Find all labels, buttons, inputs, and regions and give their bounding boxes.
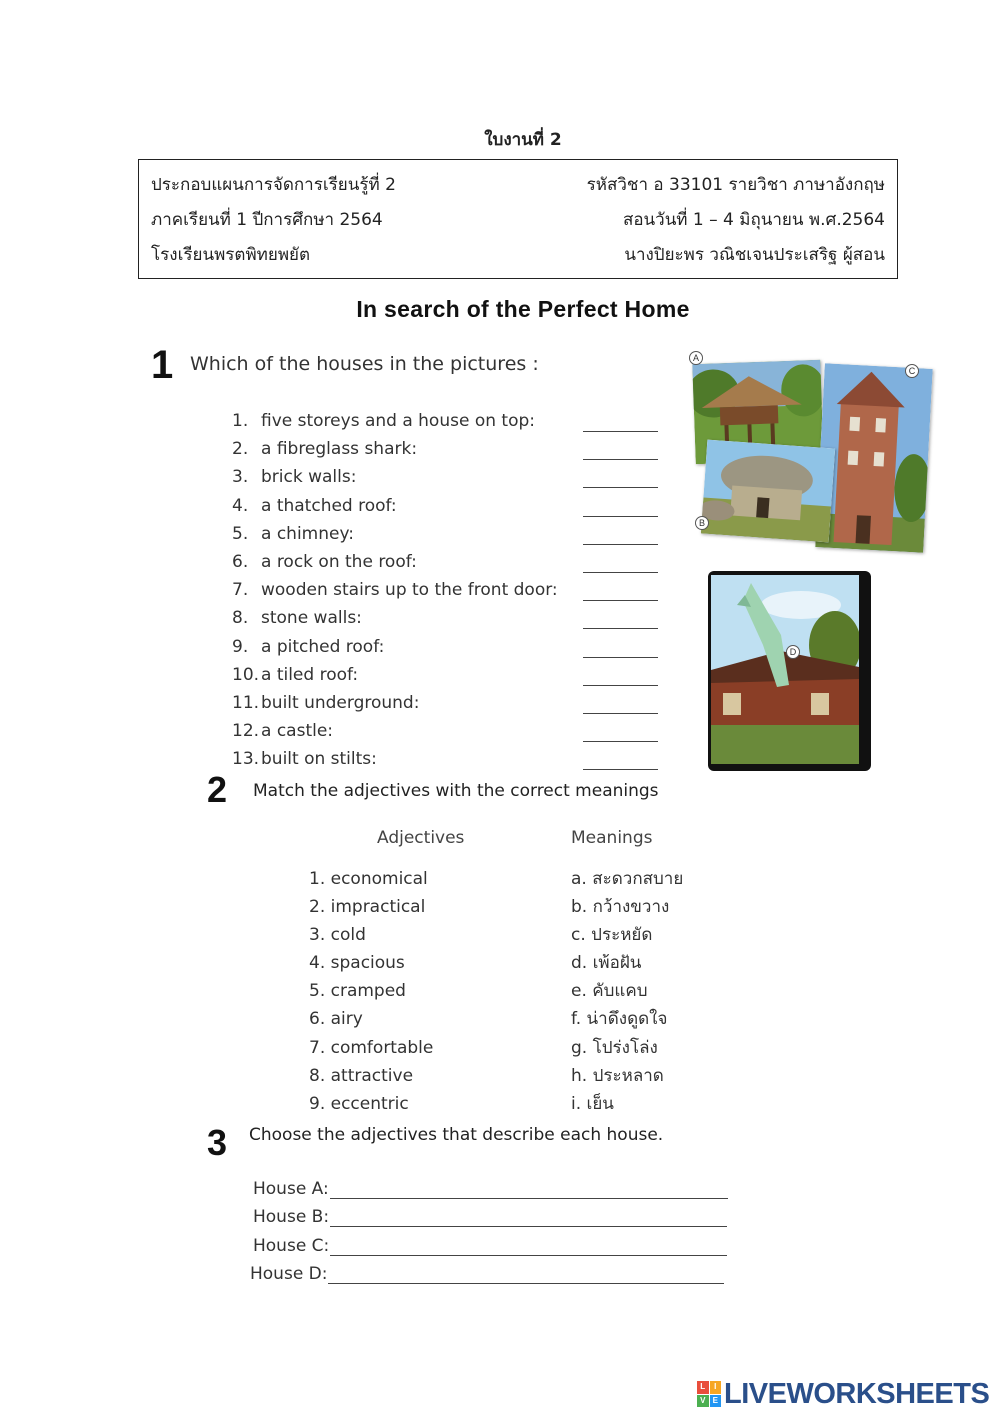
- question-number: 12.: [232, 721, 260, 742]
- house-b-photo: [701, 440, 835, 543]
- subject-code-text: รหัสวิชา อ 33101 รายวิชา ภาษาอังกฤษ: [586, 175, 885, 195]
- answer-blank[interactable]: [583, 487, 658, 488]
- question-number: 2.: [232, 439, 249, 460]
- worksheet-number-title: ใบงานที่ 2: [484, 130, 562, 150]
- adjective-item: 9. eccentric: [309, 1093, 409, 1114]
- question-number: 9.: [232, 636, 249, 657]
- question-text: built underground:: [261, 692, 420, 713]
- badge-letter: I: [710, 1381, 722, 1394]
- question-item: [232, 494, 672, 522]
- house-answer-row: [250, 1205, 730, 1233]
- house-b-picture: [701, 440, 835, 543]
- liveworksheets-logo[interactable]: [697, 1378, 989, 1410]
- adjective-item: 8. attractive: [309, 1065, 414, 1086]
- question-number: 11.: [232, 692, 260, 713]
- question-item: [232, 409, 672, 437]
- house-d-photo: [708, 571, 871, 771]
- question-item: [232, 437, 672, 465]
- answer-blank[interactable]: [583, 459, 658, 460]
- badge-letter: V: [697, 1395, 709, 1408]
- meaning-item: b. กว้างขวาง: [571, 897, 670, 918]
- question-text: a pitched roof:: [261, 636, 385, 657]
- house-answers: [250, 1177, 730, 1290]
- question-text: a chimney:: [261, 523, 355, 544]
- question-item: [232, 550, 672, 578]
- meaning-item: h. ประหลาด: [571, 1065, 664, 1086]
- course-info-box: [138, 159, 898, 279]
- adjective-item: 4. spacious: [309, 953, 405, 974]
- badge-letter: E: [710, 1395, 722, 1408]
- photo-label-a: A: [689, 351, 703, 365]
- question-text: stone walls:: [261, 608, 362, 629]
- page-title: In search of the Perfect Home: [356, 296, 690, 322]
- question-text: built on stilts:: [261, 749, 377, 770]
- question-number: 5.: [232, 523, 249, 544]
- question-text: wooden stairs up to the front door:: [261, 580, 558, 601]
- answer-blank[interactable]: [583, 657, 658, 658]
- house-label: House D:: [250, 1263, 328, 1284]
- photo-label-c: C: [905, 364, 919, 378]
- house-answer-line[interactable]: [328, 1283, 724, 1284]
- question-text: a fibreglass shark:: [261, 439, 418, 460]
- question-text: a tiled roof:: [261, 664, 359, 685]
- logo-text: LIVEWORKSHEETS: [724, 1377, 990, 1410]
- question-number: 8.: [232, 608, 249, 629]
- answer-blank[interactable]: [583, 600, 658, 601]
- teaching-date-text: สอนวันที่ 1 – 4 มิถุนายน พ.ศ.2564: [622, 210, 885, 230]
- house-label: House B:: [253, 1207, 330, 1228]
- meaning-item: f. น่าดึงดูดใจ: [571, 1009, 668, 1030]
- house-answer-row: [250, 1234, 730, 1262]
- house-answer-line[interactable]: [330, 1226, 727, 1227]
- answer-blank[interactable]: [583, 431, 658, 432]
- question-item: [232, 691, 672, 719]
- adjective-item: 5. cramped: [309, 981, 406, 1002]
- house-answer-row: [250, 1262, 730, 1290]
- question-item: [232, 606, 672, 634]
- house-answer-line[interactable]: [330, 1198, 728, 1199]
- semester-text: ภาคเรียนที่ 1 ปีการศึกษา 2564: [151, 210, 383, 230]
- section-2-instruction: Match the adjectives with the correct meanings: [253, 781, 659, 801]
- question-item: [232, 578, 672, 606]
- teacher-name-text: นางปิยะพร วณิชเจนประเสริฐ ผู้สอน: [624, 245, 885, 265]
- question-number: 6.: [232, 551, 249, 572]
- lesson-plan-text: ประกอบแผนการจัดการเรียนรู้ที่ 2: [151, 175, 396, 195]
- badge-letter: L: [697, 1381, 709, 1394]
- school-name-text: โรงเรียนพรตพิทยพยัต: [151, 245, 311, 265]
- question-number: 7.: [232, 580, 249, 601]
- question-number: 10.: [232, 664, 260, 685]
- answer-blank[interactable]: [583, 516, 658, 517]
- answer-blank[interactable]: [583, 713, 658, 714]
- adjective-item: 2. impractical: [309, 897, 426, 918]
- answer-blank[interactable]: [583, 544, 658, 545]
- question-list: [232, 409, 672, 775]
- question-text: a rock on the roof:: [261, 551, 417, 572]
- house-label: House A:: [253, 1179, 329, 1199]
- section-3-number: 3: [207, 1122, 228, 1163]
- question-number: 3.: [232, 467, 249, 488]
- meaning-item: g. โปร่งโล่ง: [571, 1037, 658, 1058]
- section-1-instruction: Which of the houses in the pictures :: [190, 353, 539, 375]
- question-item: [232, 663, 672, 691]
- answer-blank[interactable]: [583, 769, 658, 770]
- photo-label-d: D: [786, 645, 800, 659]
- adjectives-list: [309, 867, 433, 1120]
- answer-blank[interactable]: [583, 572, 658, 573]
- question-text: a castle:: [261, 721, 334, 742]
- house-answer-row: [250, 1177, 730, 1205]
- section-2-number: 2: [207, 769, 228, 810]
- photo-label-b: B: [695, 516, 709, 530]
- question-number: 4.: [232, 495, 249, 516]
- live-badge-icon: [697, 1381, 721, 1407]
- adjectives-header: Adjectives: [377, 828, 465, 848]
- meaning-item: a. สะดวกสบาย: [571, 869, 684, 889]
- meaning-item: e. คับแคบ: [571, 981, 648, 1002]
- question-text: a thatched roof:: [261, 495, 397, 516]
- question-item: [232, 719, 672, 747]
- adjective-item: 7. comfortable: [309, 1037, 434, 1058]
- meaning-item: i. เย็น: [571, 1093, 614, 1114]
- meanings-header: Meanings: [571, 828, 653, 848]
- question-item: [232, 465, 672, 493]
- answer-blank[interactable]: [583, 741, 658, 742]
- meanings-list: [571, 867, 683, 1120]
- question-number: 13.: [232, 749, 260, 770]
- meaning-item: c. ประหยัด: [571, 925, 653, 946]
- question-item: [232, 635, 672, 663]
- question-number: 1.: [232, 411, 249, 431]
- house-label: House C:: [253, 1235, 330, 1256]
- question-item: [232, 747, 672, 775]
- answer-blank[interactable]: [583, 685, 658, 686]
- question-text: brick walls:: [261, 467, 357, 488]
- adjective-item: 6. airy: [309, 1009, 363, 1030]
- section-1-number: 1: [151, 343, 174, 387]
- section-3-instruction: Choose the adjectives that describe each house.: [249, 1125, 664, 1145]
- house-d-picture: [711, 575, 859, 764]
- meaning-item: d. เพ้อฝัน: [571, 953, 642, 974]
- adjective-item: 3. cold: [309, 925, 366, 946]
- question-item: [232, 522, 672, 550]
- house-answer-line[interactable]: [330, 1255, 727, 1256]
- adjective-item: 1. economical: [309, 869, 428, 889]
- answer-blank[interactable]: [583, 628, 658, 629]
- question-text: five storeys and a house on top:: [261, 411, 535, 431]
